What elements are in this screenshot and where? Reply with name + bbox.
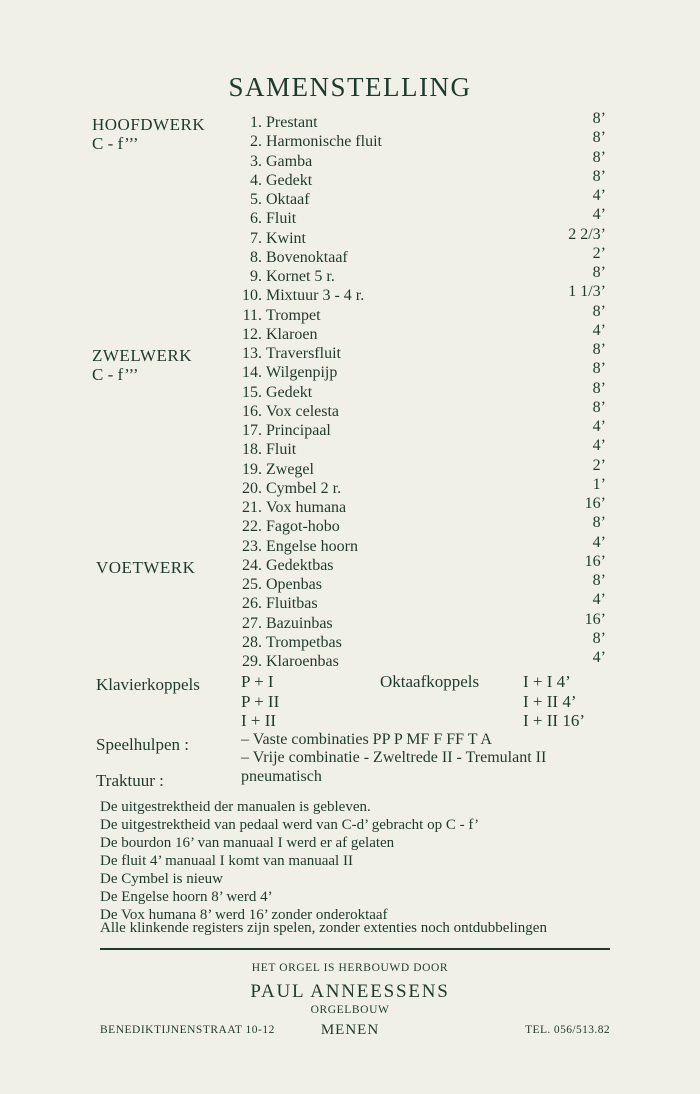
aids-line: – Vaste combinaties PP P MF F FF T A [241, 731, 492, 748]
register-name: Fluitbas [266, 595, 318, 612]
register-pitch: 2’ [592, 245, 606, 262]
register-number: 22. [242, 518, 262, 535]
register-name: Zwegel [266, 461, 314, 478]
register-number: 13. [242, 345, 262, 362]
register-pitch: 8’ [592, 630, 606, 647]
note-line: De bourdon 16’ van manuaal I werd er af gelaten [100, 835, 395, 851]
register-number: 16. [242, 403, 262, 420]
note-line: De Cymbel is nieuw [100, 871, 223, 887]
register-name: Kornet 5 r. [266, 268, 335, 285]
register-name: Fluit [266, 210, 297, 227]
couplers-label: Klavierkoppels [96, 675, 200, 694]
register-pitch: 4’ [592, 649, 606, 666]
register-number: 14. [242, 364, 262, 381]
register-number: 3. [250, 153, 262, 170]
register-pitch: 8’ [592, 399, 606, 416]
register-name: Bovenoktaaf [266, 249, 348, 266]
register-number: 20. [242, 480, 262, 497]
register-number: 4. [250, 172, 262, 189]
register-number: 26. [242, 595, 262, 612]
register-pitch: 4’ [592, 591, 606, 608]
octave-coupler-item: I + I 4’ [523, 672, 571, 691]
register-name: Openbas [266, 576, 322, 593]
register-name: Principaal [266, 422, 331, 439]
register-number: 8. [250, 249, 262, 266]
coupler-item: I + II [241, 711, 277, 730]
register-name: Gedekt [266, 384, 313, 401]
action-value: pneumatisch [241, 768, 322, 785]
register-pitch: 8’ [592, 514, 606, 531]
register-name: Trompet [266, 307, 321, 324]
register-pitch: 4’ [592, 534, 606, 551]
register-name: Gedektbas [266, 557, 334, 574]
section-zwelwerk-range: C - f’’’ [92, 365, 139, 384]
register-number: 6. [250, 210, 262, 227]
section-hoofdwerk: HOOFDWERK [92, 115, 206, 134]
note-line: De Engelse hoorn 8’ werd 4’ [100, 889, 273, 905]
register-pitch: 4’ [592, 187, 606, 204]
register-number: 15. [242, 384, 262, 401]
register-number: 17. [242, 422, 262, 439]
note-line: De Vox humana 8’ werd 16’ zonder onderoktaaf [100, 907, 388, 923]
builder-intro: HET ORGEL IS HERBOUWD DOOR [251, 962, 449, 974]
register-pitch: 8’ [592, 360, 606, 377]
note-line: De uitgestrektheid van pedaal werd van C-d’ gebracht op C - f’ [100, 817, 480, 833]
register-pitch: 4’ [592, 418, 606, 435]
register-pitch: 8’ [592, 168, 606, 185]
register-name: Klaroen [266, 326, 318, 343]
coupler-item: P + II [241, 692, 280, 711]
register-pitch: 8’ [592, 129, 606, 146]
register-pitch: 8’ [592, 572, 606, 589]
register-name: Kwint [266, 230, 306, 247]
register-number: 11. [242, 307, 262, 324]
coupler-item: P + I [241, 672, 274, 691]
register-pitch: 4’ [592, 437, 606, 454]
register-number: 9. [250, 268, 262, 285]
register-name: Harmonische fluit [266, 133, 382, 150]
register-name: Prestant [266, 114, 318, 131]
divider [100, 948, 610, 950]
register-pitch: 1 1/3’ [568, 283, 606, 300]
builder-phone: TEL. 056/513.82 [525, 1024, 610, 1036]
register-name: Oktaaf [266, 191, 310, 208]
section-voetwerk: VOETWERK [96, 558, 196, 577]
page-title: SAMENSTELLING [228, 72, 472, 102]
register-name: Wilgenpijp [266, 364, 338, 381]
register-pitch: 16’ [584, 495, 606, 512]
builder-city: MENEN [320, 1022, 380, 1038]
register-pitch: 2’ [592, 457, 606, 474]
builder-name: PAUL ANNEESSENS [250, 981, 450, 1002]
octave-coupler-item: I + II 4’ [523, 692, 577, 711]
register-number: 18. [242, 441, 262, 458]
register-name: Traversfluit [266, 345, 341, 362]
builder-address: BENEDIKTIJNENSTRAAT 10-12 [100, 1024, 275, 1036]
action-label: Traktuur : [96, 771, 164, 790]
note-line: De fluit 4’ manuaal I komt van manuaal II [100, 853, 353, 869]
register-number: 24. [242, 557, 262, 574]
note-line: De uitgestrektheid der manualen is gebleven. [100, 799, 371, 815]
register-number: 29. [242, 653, 262, 670]
section-zwelwerk: ZWELWERK [92, 346, 192, 365]
register-pitch: 2 2/3’ [568, 226, 606, 243]
register-name: Bazuinbas [266, 615, 333, 632]
aids-label: Speelhulpen : [96, 735, 190, 754]
register-number: 19. [242, 461, 262, 478]
register-pitch: 4’ [592, 322, 606, 339]
register-name: Vox celesta [266, 403, 340, 420]
register-pitch: 8’ [592, 110, 606, 127]
register-number: 2. [250, 133, 262, 150]
register-number: 21. [242, 499, 262, 516]
register-pitch: 8’ [592, 149, 606, 166]
register-name: Gedekt [266, 172, 313, 189]
register-number: 12. [242, 326, 262, 343]
register-name: Gamba [266, 153, 313, 170]
register-pitch: 8’ [592, 264, 606, 281]
register-name: Fluit [266, 441, 297, 458]
register-number: 27. [242, 615, 262, 632]
octave-couplers-label: Oktaafkoppels [380, 672, 480, 691]
register-pitch: 1’ [592, 476, 606, 493]
register-number: 25. [242, 576, 262, 593]
register-name: Vox humana [266, 499, 347, 516]
register-pitch: 8’ [592, 380, 606, 397]
register-pitch: 4’ [592, 206, 606, 223]
register-number: 10. [242, 287, 262, 304]
register-number: 28. [242, 634, 262, 651]
note-line: Alle klinkende registers zijn spelen, zonder extenties noch ontdubbelingen [100, 920, 547, 936]
register-name: Klaroenbas [266, 653, 339, 670]
register-name: Cymbel 2 r. [266, 480, 342, 497]
register-pitch: 16’ [584, 611, 606, 628]
aids-line: – Vrije combinatie - Zweltrede II - Tremulant II [241, 749, 547, 766]
register-number: 7. [250, 230, 262, 247]
register-pitch: 8’ [592, 303, 606, 320]
register-name: Trompetbas [266, 634, 342, 651]
register-number: 5. [250, 191, 262, 208]
register-number: 23. [242, 538, 262, 555]
register-pitch: 8’ [592, 341, 606, 358]
octave-coupler-item: I + II 16’ [523, 711, 585, 730]
register-name: Mixtuur 3 - 4 r. [266, 287, 365, 304]
builder-trade: ORGELBOUW [310, 1004, 390, 1016]
register-name: Engelse hoorn [266, 538, 358, 555]
register-name: Fagot-hobo [266, 518, 340, 535]
register-number: 1. [250, 114, 262, 131]
register-pitch: 16’ [584, 553, 606, 570]
section-hoofdwerk-range: C - f’’’ [92, 134, 139, 153]
